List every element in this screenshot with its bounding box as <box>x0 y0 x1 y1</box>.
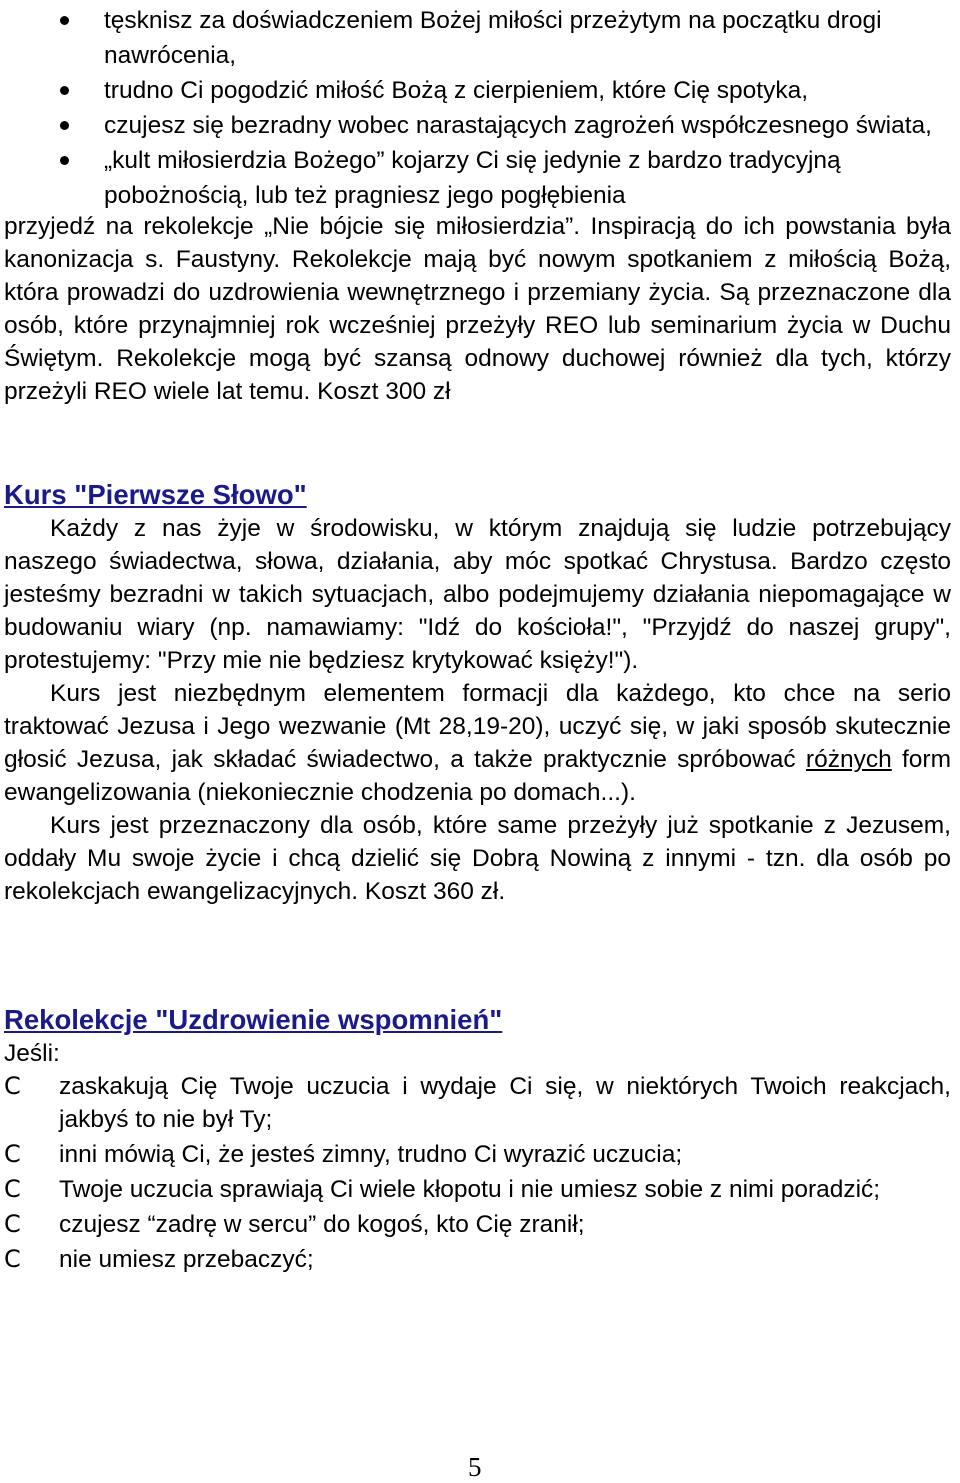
list-marker-icon: C <box>4 1140 21 1168</box>
kurs-paragraph-2: Kurs jest niezbędnym elementem formacji dla każdego, kto chce na serio traktować Jezusa i Jego wezwanie (Mt 28,19-20), uczyć się, w jaki sposób skutecznie głosić Jezusa, jak składać świadectwo, a także praktycznie spróbować różnych form ewangelizowania (niekoniecznie chodzenia po domach...). <box>4 680 951 806</box>
list-item: czujesz się bezradny wobec narastających zagrożeń współczesnego świata, <box>4 108 951 143</box>
list-marker-icon: C <box>4 1245 21 1273</box>
list-item: C zaskakują Cię Twoje uczucia i wydaje Ci się, w niektórych Twoich reakcjach, jakbyś to nie był Ty; <box>4 1072 951 1133</box>
list-item: C czujesz “zadrę w sercu” do kogoś, kto Cię zranił; <box>4 1208 951 1241</box>
bullet-icon <box>60 16 69 25</box>
uzdrowienie-heading: Rekolekcje "Uzdrowienie wspomnień" <box>4 1004 503 1035</box>
list-item: C nie umiesz przebaczyć; <box>4 1243 951 1276</box>
bullet-icon <box>60 156 69 165</box>
list-item: „kult miłosierdzia Bożego” kojarzy Ci się jedynie z bardzo tradycyjną pobożnością, lub też pragniesz jego pogłębienia <box>4 143 951 213</box>
uzdrowienie-intro: Jeśli: <box>4 1040 60 1067</box>
kurs-heading: Kurs "Pierwsze Słowo" <box>4 479 307 510</box>
underlined-word: różnych <box>805 746 892 773</box>
list-marker-icon: C <box>4 1175 21 1203</box>
kurs-paragraph-3: Kurs jest przeznaczony dla osób, które same przeżyły już spotkanie z Jezusem, oddały Mu swoje życie i chcą dzielić się Dobrą Nowiną z innymi - tzn. dla osób po rekolekcjach ewangelizacyjnych. Koszt 360 zł. <box>4 812 951 905</box>
list-item: C inni mówią Ci, że jesteś zimny, trudno Ci wyrazić uczucia; <box>4 1138 951 1171</box>
page-number: 5 <box>468 1452 482 1482</box>
list-marker-icon: C <box>4 1072 21 1100</box>
list-item: tęsknisz za doświadczeniem Bożej miłości przeżytym na początku drogi nawrócenia, <box>4 3 951 73</box>
bullet-icon <box>60 121 69 130</box>
kurs-paragraph-1: Każdy z nas żyje w środowisku, w którym znajdują się ludzie potrzebujący naszego świadectwa, słowa, działania, aby móc spotkać Chrystusa. Bardzo często jesteśmy bezradni w takich sytuacjach, albo podejmujemy działania niepomagające w budowaniu wiary (np. namawiamy: "Idź do kościoła!", "Przyjdź do naszej grupy", protestujemy: "Przy mie nie będziesz krytykować księży!"). <box>4 515 951 674</box>
list-item: C Twoje uczucia sprawiają Ci wiele kłopotu i nie umiesz sobie z nimi poradzić; <box>4 1173 951 1206</box>
bullet-list <box>4 3 951 213</box>
rekolekcje-paragraph: przyjedź na rekolekcje „Nie bójcie się miłosierdzia”. Inspiracją do ich powstania była kanonizacja s. Faustyny. Rekolekcje mają być nowym spotkaniem z miłością Bożą, która prowadzi do uzdrowienia wewnętrznego i przemiany życia. Są przeznaczone dla osób, które przynajmniej rok wcześniej przeżyły REO lub seminarium życia w Duchu Świętym. Rekolekcje mogą być szansą odnowy duchowej również dla tych, którzy przeżyli REO wiele lat temu. Koszt 300 zł <box>4 213 951 405</box>
uzdrowienie-list <box>4 1070 951 1276</box>
document-page <box>4 0 951 1278</box>
list-item: trudno Ci pogodzić miłość Bożą z cierpieniem, które Cię spotyka, <box>4 73 951 108</box>
list-marker-icon: C <box>4 1210 21 1238</box>
bullet-icon <box>60 86 69 95</box>
